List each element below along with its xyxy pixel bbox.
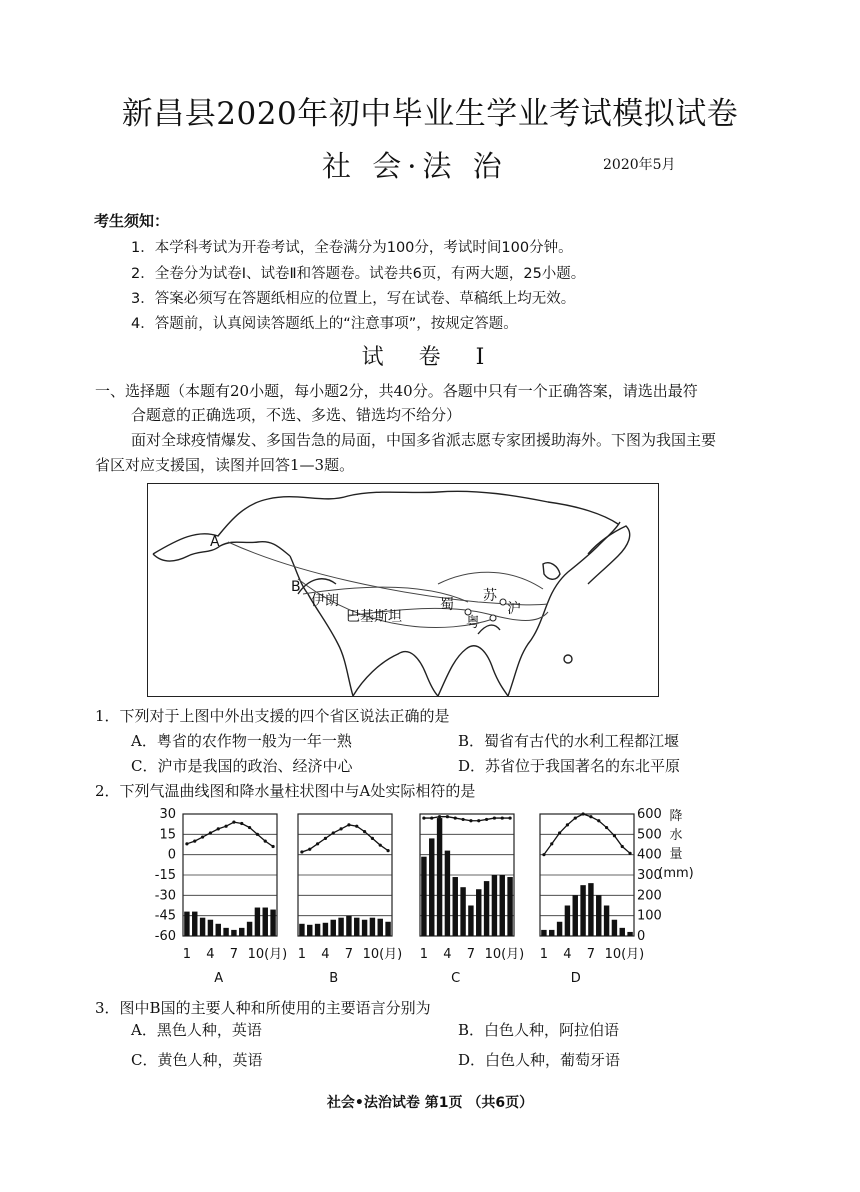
temperature-point xyxy=(256,833,259,836)
temperature-point xyxy=(224,825,227,828)
temperature-point xyxy=(355,825,358,828)
month-tick: 10(月) xyxy=(484,947,525,962)
temperature-curve xyxy=(302,825,388,852)
precip-bar xyxy=(460,887,465,936)
precip-bar xyxy=(549,930,554,936)
precip-bar xyxy=(385,922,390,936)
month-tick: 1 xyxy=(297,947,307,962)
precip-bar xyxy=(346,916,351,936)
temperature-point xyxy=(566,823,569,826)
precip-axis-tick: 0 xyxy=(637,929,646,944)
question-3-option-a: A．黑色人种，英语 xyxy=(131,1021,262,1039)
temperature-point xyxy=(422,816,425,819)
temperature-point xyxy=(477,819,480,822)
temp-axis-tick: -60 xyxy=(154,929,176,944)
temperature-point xyxy=(501,816,504,819)
map-drawing xyxy=(148,484,659,697)
precip-bar xyxy=(255,908,260,936)
temperature-point xyxy=(574,816,577,819)
temperature-point xyxy=(461,818,464,821)
temp-axis-tick: -30 xyxy=(154,888,176,904)
temperature-point xyxy=(332,831,335,834)
map-label-pakistan: 巴基斯坦 xyxy=(346,609,402,625)
precip-bar xyxy=(604,906,609,937)
coast-se-asia xyxy=(438,646,508,696)
question-intro-cont: 省区对应支援国，读图并回答1—3题。 xyxy=(95,456,355,474)
temp-axis-tick: -45 xyxy=(154,908,176,924)
month-tick: 4 xyxy=(443,947,452,962)
temperature-point xyxy=(316,842,319,845)
precip-axis-tick: 100 xyxy=(637,908,662,924)
precip-axis-label: 水 xyxy=(669,828,683,843)
precip-bar xyxy=(192,912,197,936)
korea xyxy=(543,563,560,580)
temperature-point xyxy=(232,821,235,824)
precip-bar xyxy=(223,928,228,936)
question-3-option-b: B．白色人种，阿拉伯语 xyxy=(458,1021,620,1039)
temperature-point xyxy=(581,812,584,815)
month-tick: 7 xyxy=(229,947,239,962)
notice-heading: 考生须知： xyxy=(94,212,170,230)
temperature-point xyxy=(300,850,303,853)
temperature-point xyxy=(558,831,561,834)
temp-axis-tick: 15 xyxy=(159,827,176,843)
precip-bar xyxy=(208,920,213,936)
temperature-point xyxy=(240,822,243,825)
month-tick: 1 xyxy=(539,947,549,962)
precip-axis-tick: 300 xyxy=(637,868,662,883)
temperature-point xyxy=(193,840,196,843)
map-label-iran: 伊朗 xyxy=(311,593,339,609)
yue-dot xyxy=(490,615,496,621)
map-label-yue: 粤 xyxy=(466,615,480,631)
month-tick: 10(月) xyxy=(247,947,288,962)
temperature-point xyxy=(264,840,267,843)
precip-bar xyxy=(627,932,632,936)
map-label-shu: 蜀 xyxy=(440,597,454,613)
taiwan xyxy=(564,655,572,663)
notice-item: 4．答题前，认真阅读答题纸上的“注意事项”，按规定答题。 xyxy=(131,316,518,332)
precip-bar xyxy=(216,924,221,936)
temperature-point xyxy=(248,826,251,829)
precip-axis-label: (mm) xyxy=(658,866,694,881)
precip-bar xyxy=(307,925,312,936)
precip-bar xyxy=(580,885,585,936)
precip-bar xyxy=(263,908,268,936)
temperature-point xyxy=(371,837,374,840)
climate-charts-svg xyxy=(140,800,700,990)
precip-bar xyxy=(596,895,601,936)
paper-heading: 试 卷 Ⅰ xyxy=(361,345,499,370)
climate-charts xyxy=(140,800,700,990)
temperature-point xyxy=(485,818,488,821)
question-1-option-a: A．粤省的农作物一般为一年一熟 xyxy=(131,732,352,750)
temperature-point xyxy=(339,827,342,830)
page-footer: 社会•法治试卷 第1页 （共6页） xyxy=(326,1095,534,1111)
precip-bar xyxy=(557,922,562,936)
month-tick: 4 xyxy=(206,947,215,962)
notice-item: 1．本学科考试为开卷考试，全卷满分为100分，考试时间100分钟。 xyxy=(131,240,573,256)
precip-bar xyxy=(445,851,450,936)
precip-bar xyxy=(588,883,593,936)
temperature-point xyxy=(597,819,600,822)
precip-bar xyxy=(620,928,625,936)
precip-bar xyxy=(429,838,434,936)
notice-item: 2．全卷分为试卷Ⅰ、试卷Ⅱ和答题卷。试卷共6页，有两大题，25小题。 xyxy=(131,266,586,282)
temperature-point xyxy=(621,845,624,848)
precip-axis-tick: 500 xyxy=(637,827,662,843)
precip-bar xyxy=(484,881,489,936)
precip-bar xyxy=(421,857,426,936)
chart-panel-name: D xyxy=(570,971,581,986)
temperature-point xyxy=(217,827,220,830)
temperature-point xyxy=(508,816,511,819)
chart-panel-name: A xyxy=(214,971,224,986)
temperature-point xyxy=(438,815,441,818)
precip-bar xyxy=(231,930,236,936)
month-tick: 7 xyxy=(586,947,596,962)
temperature-point xyxy=(271,845,274,848)
month-tick: 10(月) xyxy=(604,947,645,962)
precip-axis-label: 降 xyxy=(669,809,683,824)
temperature-point xyxy=(628,852,631,855)
month-tick: 1 xyxy=(419,947,429,962)
temp-axis-tick: 0 xyxy=(167,847,176,863)
precip-bar xyxy=(354,918,359,936)
precip-bar xyxy=(565,906,570,937)
chart-panel-name: C xyxy=(451,971,461,986)
section-heading: 一、选择题（本题有20小题，每小题2分，共40分。各题中只有一个正确答案，请选出最符 xyxy=(95,382,698,400)
precip-bar xyxy=(200,918,205,936)
temperature-point xyxy=(550,842,553,845)
question-1-option-b: B．蜀省有古代的水利工程都江堰 xyxy=(458,732,680,750)
question-1-option-c: C．沪市是我国的政治、经济中心 xyxy=(131,757,353,775)
temperature-point xyxy=(185,842,188,845)
precip-bar xyxy=(453,877,458,936)
coast-india xyxy=(353,652,438,696)
precip-bar xyxy=(612,920,617,936)
temperature-point xyxy=(347,823,350,826)
precip-bar xyxy=(492,875,497,936)
precip-bar xyxy=(247,922,252,936)
month-tick: 10(月) xyxy=(362,947,403,962)
temperature-point xyxy=(386,849,389,852)
precip-axis-tick: 400 xyxy=(637,847,662,863)
precip-bar xyxy=(500,875,505,936)
precip-bar xyxy=(270,910,275,936)
notice-item: 3．答案必须写在答题纸相应的位置上，写在试卷、草稿纸上均无效。 xyxy=(131,291,576,307)
map-label-a: A xyxy=(210,534,220,550)
precip-bar xyxy=(331,920,336,936)
temperature-point xyxy=(493,816,496,819)
question-3-option-d: D．白色人种，葡萄牙语 xyxy=(458,1051,621,1069)
temperature-point xyxy=(379,844,382,847)
precip-bar xyxy=(184,912,189,936)
temp-axis-tick: -15 xyxy=(154,868,176,883)
temperature-point xyxy=(542,853,545,856)
precip-bar xyxy=(239,928,244,936)
month-tick: 1 xyxy=(182,947,192,962)
precip-bar xyxy=(437,818,442,936)
month-tick: 7 xyxy=(466,947,476,962)
temperature-curve xyxy=(424,817,510,821)
coast-east xyxy=(508,522,620,696)
month-tick: 4 xyxy=(563,947,572,962)
precip-bar xyxy=(370,918,375,936)
subject-title: 社 会·法 治 xyxy=(322,149,508,183)
temperature-point xyxy=(201,835,204,838)
temperature-point xyxy=(363,830,366,833)
map-label-su: 苏 xyxy=(483,588,497,604)
temperature-point xyxy=(209,831,212,834)
temperature-point xyxy=(589,815,592,818)
month-tick: 4 xyxy=(321,947,330,962)
precip-bar xyxy=(507,877,512,936)
chart-panel-name: B xyxy=(329,971,339,986)
su-dot xyxy=(500,599,506,605)
map-label-hu: 沪 xyxy=(507,601,521,617)
temperature-point xyxy=(308,848,311,851)
section-heading-cont: 合题意的正确选项，不选、多选、错选均不给分） xyxy=(131,406,462,424)
precip-bar xyxy=(378,919,383,936)
exam-date: 2020年5月 xyxy=(603,157,676,173)
precip-bar xyxy=(468,906,473,937)
page-title: 新昌县2020年初中毕业生学业考试模拟试卷 xyxy=(121,96,739,132)
precip-bar xyxy=(362,920,367,936)
precip-bar xyxy=(338,918,343,936)
temperature-point xyxy=(446,815,449,818)
hainan-coast xyxy=(478,625,500,634)
question-3-option-c: C．黄色人种，英语 xyxy=(131,1051,263,1069)
precip-bar xyxy=(476,889,481,936)
question-1-option-d: D．苏省位于我国著名的东北平原 xyxy=(458,757,681,775)
question-3-stem: 3．图中B国的主要人种和所使用的主要语言分别为 xyxy=(95,999,431,1017)
temperature-point xyxy=(324,837,327,840)
precip-bar xyxy=(323,923,328,936)
temperature-point xyxy=(613,834,616,837)
precip-axis-tick: 600 xyxy=(637,807,662,822)
precip-bar xyxy=(315,924,320,936)
temperature-point xyxy=(430,816,433,819)
question-1-stem: 1．下列对于上图中外出支援的四个省区说法正确的是 xyxy=(95,707,450,725)
precip-bar xyxy=(573,895,578,936)
coast-arabia xyxy=(290,556,353,696)
question-intro: 面对全球疫情爆发、多国告急的局面，中国多省派志愿专家团援助海外。下图为我国主要 xyxy=(131,431,717,449)
precip-bar xyxy=(541,930,546,936)
temp-axis-tick: 30 xyxy=(159,807,176,822)
support-map xyxy=(147,483,659,697)
temperature-point xyxy=(605,826,608,829)
temperature-point xyxy=(469,819,472,822)
temperature-point xyxy=(454,816,457,819)
precip-axis-label: 量 xyxy=(669,847,683,862)
precip-bar xyxy=(299,924,304,936)
question-2-stem: 2．下列气温曲线图和降水量柱状图中与A处实际相符的是 xyxy=(95,782,476,800)
month-tick: 7 xyxy=(344,947,354,962)
precip-axis-tick: 200 xyxy=(637,888,662,904)
map-label-b: B xyxy=(291,579,301,595)
japan xyxy=(588,526,630,584)
